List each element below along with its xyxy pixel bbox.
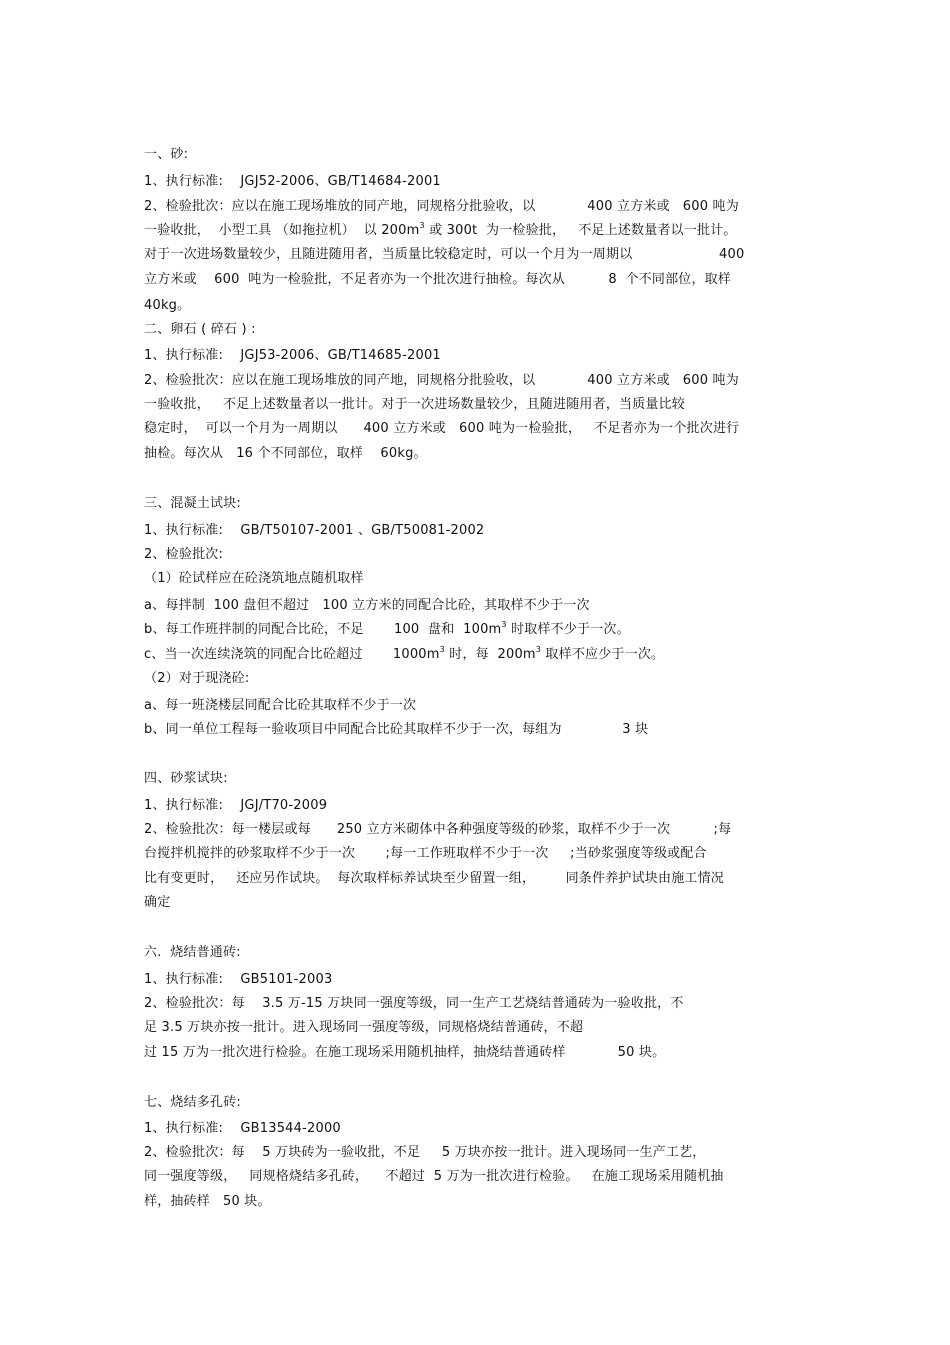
batch-line: c、当一次连续浇筑的同配合比砼超过 $1000m^3$ 时，每 $200m^3$ 取样不应少于一次。	[144, 645, 665, 662]
batch-line: 比有变更时， 还应另作试块。 每次取样标养试块至少留置一组， 同条件养护试块由施工情况	[144, 871, 724, 886]
batch-line: 抽检。每次从 16 个不同部位，取样 60kg。	[144, 446, 427, 461]
batch-line: 2、检验批次：应以在施工现场堆放的同产地，同规格分批验收，以 400 立方米或 600 吨为	[144, 199, 739, 214]
standard-line: 1、执行标准: GB13544-2000	[144, 1121, 341, 1136]
batch-line: 稳定时， 可以一个月为一周期以 400 立方米或 600 吨为一检验批， 不足者亦为一个批次进行	[144, 421, 740, 436]
batch-line: （2）对于现浇砼:	[144, 671, 250, 686]
batch-line: 足 3.5 万块亦按一批计。进入现场同一强度等级，同规格烧结普通砖，不超	[144, 1020, 584, 1035]
batch-line: 2、检验批次：每 3.5 万-15 万块同一强度等级，同一生产工艺烧结普通砖为一验收批，不	[144, 996, 684, 1011]
section-heading-perforated-brick: 七、烧结多孔砖:	[144, 1095, 241, 1110]
batch-line: 2、检验批次：每一楼层或每 250 立方米砌体中各种强度等级的砂浆，取样不少于一次 ;每	[144, 822, 732, 837]
batch-line: 2、检验批次：应以在施工现场堆放的同产地，同规格分批验收，以 400 立方米或 600 吨为	[144, 373, 739, 388]
batch-line: （1）砼试样应在砼浇筑地点随机取样	[144, 571, 364, 586]
batch-line: b、每工作班拌制的同配合比砼，不足 100 盘和 $100m^3$ 时取样不少于一次。	[144, 620, 630, 637]
batch-line: 同一强度等级， 同规格烧结多孔砖， 不超过 5 万为一批次进行检验。 在施工现场采用随机抽	[144, 1169, 724, 1184]
section-heading-concrete: 三、混凝土试块:	[144, 496, 241, 511]
batch-line: 一验收批， 小型工具 （如拖拉机） 以 $200m^3$ 或 300t 为一检验批， 不足上述数量者以一批计。	[144, 221, 737, 238]
batch-line: 40kg。	[144, 298, 191, 313]
standard-line: 1、执行标准: JGJ/T70-2009	[144, 798, 328, 813]
standard-line: 1、执行标准: GB5101-2003	[144, 972, 333, 987]
standard-line: 1、执行标准: JGJ52-2006、GB/T14684-2001	[144, 174, 441, 189]
batch-line: 样，抽砖样 50 块。	[144, 1194, 271, 1209]
batch-line: 过 15 万为一批次进行检验。在施工现场采用随机抽样，抽烧结普通砖样 50 块。	[144, 1045, 666, 1060]
batch-line: 一验收批， 不足上述数量者以一批计。对于一次进场数量较少，且随进随用者，当质量比较	[144, 397, 685, 412]
standard-line: 1、执行标准: GB/T50107-2001 、GB/T50081-2002	[144, 523, 485, 538]
batch-line: 2、检验批次：每 5 万块砖为一验收批，不足 5 万块亦按一批计。进入现场同一生产工艺，	[144, 1145, 706, 1160]
batch-line: a、每拌制 100 盘但不超过 100 立方米的同配合比砼，其取样不少于一次	[144, 598, 590, 613]
standard-line: 1、执行标准: JGJ53-2006、GB/T14685-2001	[144, 348, 441, 363]
section-heading-mortar: 四、砂浆试块:	[144, 771, 228, 786]
section-heading-fired-brick: 六. 烧结普通砖:	[144, 945, 241, 960]
section-heading-gravel: 二、卵石 ( 碎石 ) :	[144, 322, 256, 337]
batch-line: 对于一次进场数量较少，且随进随用者，当质量比较稳定时，可以一个月为一周期以 400	[144, 247, 745, 262]
batch-line: 立方米或 600 吨为一检验批，不足者亦为一个批次进行抽检。每次从 8 个不同部位，取样	[144, 272, 732, 287]
batch-line: 确定	[144, 895, 171, 910]
section-heading-sand: 一、砂:	[144, 147, 189, 162]
batch-line: a、每一班浇楼层同配合比砼其取样不少于一次	[144, 698, 417, 713]
batch-line: b、同一单位工程每一验收项目中同配合比砼其取样不少于一次，每组为 3 块	[144, 722, 649, 737]
batch-line: 2、检验批次:	[144, 547, 224, 562]
batch-line: 台搅拌机搅拌的砂浆取样不少于一次 ;每一工作班取样不少于一次 ;当砂浆强度等级或配合	[144, 846, 707, 861]
